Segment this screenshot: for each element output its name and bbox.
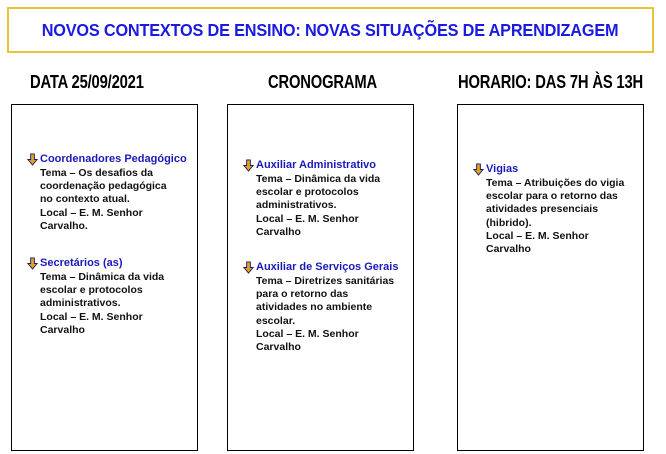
- time-header: HORARIO: DAS 7H ÀS 13H: [458, 72, 644, 92]
- role-label: Secretários (as): [40, 257, 123, 269]
- role-heading: [242, 261, 407, 274]
- arrow-down-bullet-icon: [242, 159, 255, 172]
- right-column-box: [457, 104, 644, 451]
- detail-line: escolar.: [256, 314, 296, 327]
- detail-line: escolar e protocolos: [40, 284, 143, 297]
- detail-line: Carvalho: [40, 323, 85, 336]
- detail-line: coordenação pedagógica: [40, 180, 167, 193]
- entry-vigias: [472, 163, 637, 256]
- arrow-down-bullet-icon: [26, 257, 39, 270]
- entry-coordenadores: [26, 153, 191, 233]
- detail-line: escolar e protocolos: [256, 186, 359, 199]
- detail-line: (hibrido).: [486, 216, 532, 229]
- role-label: Vigias: [486, 163, 519, 175]
- entry-auxiliar-administrativo: [242, 159, 407, 239]
- entry-details: [242, 173, 407, 239]
- detail-line: atividades no ambiente: [256, 301, 373, 314]
- detail-line: Tema – Dinâmica da vida: [40, 271, 165, 283]
- detail-line: Carvalho.: [40, 219, 88, 232]
- entry-details: [26, 271, 191, 337]
- role-heading: [26, 257, 191, 270]
- role-label: Coordenadores Pedagógico: [40, 153, 187, 165]
- detail-line: Local – E. M. Senhor: [40, 310, 143, 323]
- title-banner: [7, 7, 654, 53]
- date-header: DATA 25/09/2021: [30, 72, 144, 92]
- role-heading: [26, 153, 191, 166]
- detail-line: para o retorno das: [256, 288, 349, 301]
- detail-line: escolar para o retorno das: [486, 190, 618, 203]
- detail-line: Local – E. M. Senhor: [486, 229, 589, 242]
- detail-line: Tema – Os desafios da: [40, 167, 154, 179]
- schedule-header: CRONOGRAMA: [268, 72, 378, 92]
- detail-line: Carvalho: [256, 341, 301, 354]
- left-column-box: [11, 104, 198, 451]
- detail-line: Tema – Atribuições do vigia: [486, 177, 625, 189]
- detail-line: administrativos.: [40, 297, 121, 310]
- detail-line: atividades presenciais: [486, 203, 599, 216]
- arrow-down-bullet-icon: [26, 153, 39, 166]
- entry-secretarios: [26, 257, 191, 337]
- role-label: Auxiliar de Serviços Gerais: [256, 261, 399, 273]
- detail-line: Local – E. M. Senhor: [256, 327, 359, 340]
- entry-details: [242, 275, 407, 354]
- role-heading: [472, 163, 637, 176]
- detail-line: Tema – Diretrizes sanitárias: [256, 275, 395, 287]
- entry-auxiliar-servicos-gerais: [242, 261, 407, 354]
- middle-column-box: [227, 104, 414, 451]
- detail-line: Carvalho: [486, 243, 531, 256]
- detail-line: Local – E. M. Senhor: [40, 206, 143, 219]
- role-heading: [242, 159, 407, 172]
- detail-line: Tema – Dinâmica da vida: [256, 173, 381, 185]
- detail-line: Local – E. M. Senhor: [256, 212, 359, 225]
- detail-line: administrativos.: [256, 199, 337, 212]
- arrow-down-bullet-icon: [472, 163, 485, 176]
- arrow-down-bullet-icon: [242, 261, 255, 274]
- entry-details: [26, 167, 191, 233]
- role-label: Auxiliar Administrativo: [256, 159, 377, 171]
- detail-line: no contexto atual.: [40, 193, 130, 206]
- entry-details: [472, 177, 637, 256]
- detail-line: Carvalho: [256, 225, 301, 238]
- page-title: NOVOS CONTEXTOS DE ENSINO: NOVAS SITUAÇÕES DE APRENDIZAGEM: [42, 19, 619, 40]
